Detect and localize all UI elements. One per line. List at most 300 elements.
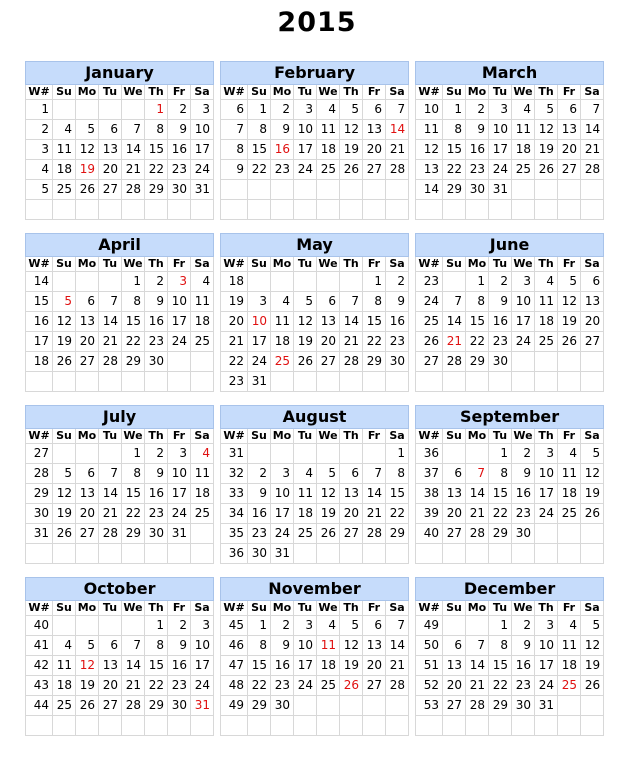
day-cell: 3 xyxy=(512,272,535,292)
day-cell: 17 xyxy=(489,140,512,160)
day-cell xyxy=(294,444,317,464)
day-cell: 14 xyxy=(99,312,122,332)
day-cell xyxy=(294,372,317,392)
day-cell: 3 xyxy=(191,616,214,636)
day-cell xyxy=(386,716,409,736)
day-cell: 9 xyxy=(386,292,409,312)
week-number xyxy=(416,544,443,564)
weekday-header: Th xyxy=(145,601,168,616)
day-cell xyxy=(53,372,76,392)
day-cell: 24 xyxy=(512,332,535,352)
weekday-header: Sa xyxy=(191,601,214,616)
day-cell: 17 xyxy=(168,484,191,504)
day-cell: 29 xyxy=(386,524,409,544)
weekday-header: We xyxy=(513,601,533,614)
week-row xyxy=(416,372,604,392)
week-row xyxy=(221,200,409,220)
day-cell: 16 xyxy=(168,140,191,160)
week-number: 32 xyxy=(221,464,248,484)
day-cell xyxy=(443,272,466,292)
month-table xyxy=(415,61,604,220)
day-cell xyxy=(558,180,581,200)
week-number: 1 xyxy=(26,100,53,120)
weekday-header: Fr xyxy=(558,429,581,444)
day-cell xyxy=(99,272,122,292)
day-cell: 2 xyxy=(512,616,535,636)
day-cell: 6 xyxy=(363,616,386,636)
day-cell: 22 xyxy=(248,160,271,180)
week-row xyxy=(416,352,604,372)
day-cell: 21 xyxy=(99,332,122,352)
week-number: 30 xyxy=(26,504,53,524)
day-cell: 1 xyxy=(122,272,145,292)
week-number: 47 xyxy=(221,656,248,676)
day-cell xyxy=(294,696,317,716)
day-cell: 15 xyxy=(443,140,466,160)
day-cell: 10 xyxy=(168,464,191,484)
day-cell: 19 xyxy=(76,676,99,696)
weekday-header: Fr xyxy=(363,429,386,444)
week-row xyxy=(221,332,409,352)
day-cell: 13 xyxy=(363,120,386,140)
day-cell xyxy=(443,372,466,392)
week-row xyxy=(26,676,214,696)
day-cell: 9 xyxy=(145,464,168,484)
week-row xyxy=(416,544,604,564)
weekday-header: Sa xyxy=(191,257,214,272)
day-cell xyxy=(248,272,271,292)
weekday-header: We xyxy=(513,257,533,270)
day-cell: 11 xyxy=(317,120,340,140)
month-name: September xyxy=(416,406,604,429)
day-cell: 17 xyxy=(248,332,271,352)
day-cell xyxy=(340,444,363,464)
day-cell: 21 xyxy=(99,504,122,524)
day-cell: 31 xyxy=(191,696,214,716)
day-cell: 19 xyxy=(76,160,99,180)
day-cell: 23 xyxy=(145,332,168,352)
day-cell: 7 xyxy=(99,292,122,312)
month-august xyxy=(220,405,409,567)
day-cell xyxy=(248,444,271,464)
day-cell: 13 xyxy=(317,312,340,332)
day-cell: 11 xyxy=(558,464,581,484)
week-row xyxy=(26,444,214,464)
day-cell: 28 xyxy=(466,696,489,716)
week-row xyxy=(416,656,604,676)
day-cell xyxy=(363,444,386,464)
day-cell xyxy=(168,200,191,220)
weekday-header: Su xyxy=(248,85,271,100)
day-cell: 16 xyxy=(466,140,489,160)
day-cell: 5 xyxy=(340,616,363,636)
day-cell: 2 xyxy=(386,272,409,292)
day-cell xyxy=(581,352,604,372)
week-row xyxy=(221,100,409,120)
month-table xyxy=(25,577,214,736)
week-number: 53 xyxy=(416,696,443,716)
week-row xyxy=(416,616,604,636)
month-table xyxy=(415,233,604,392)
day-cell xyxy=(512,716,535,736)
weekday-header: Sa xyxy=(191,85,214,100)
day-cell: 2 xyxy=(489,272,512,292)
weekday-header: Tu xyxy=(99,257,122,272)
weekday-header: Th xyxy=(340,601,363,616)
week-number: 8 xyxy=(221,140,248,160)
week-row xyxy=(26,200,214,220)
month-february xyxy=(220,61,409,223)
day-cell: 7 xyxy=(122,120,145,140)
day-cell: 21 xyxy=(466,504,489,524)
day-cell xyxy=(53,544,76,564)
day-cell xyxy=(76,616,99,636)
day-cell xyxy=(581,716,604,736)
day-cell xyxy=(99,444,122,464)
month-december xyxy=(415,577,604,739)
day-cell: 30 xyxy=(271,696,294,716)
day-cell: 8 xyxy=(248,636,271,656)
day-cell: 25 xyxy=(53,180,76,200)
weekday-header: W# xyxy=(416,601,443,616)
weekday-header: Su xyxy=(53,85,76,100)
day-cell: 7 xyxy=(99,464,122,484)
weekday-header: Th xyxy=(535,601,558,616)
day-cell xyxy=(168,544,191,564)
day-cell: 19 xyxy=(340,140,363,160)
day-cell: 28 xyxy=(386,676,409,696)
week-row xyxy=(221,444,409,464)
week-row xyxy=(26,656,214,676)
day-cell xyxy=(294,200,317,220)
day-cell xyxy=(122,716,145,736)
weekday-header: Sa xyxy=(386,85,409,100)
day-cell xyxy=(317,272,340,292)
month-name: March xyxy=(416,62,604,85)
month-name: June xyxy=(416,234,604,257)
day-cell: 5 xyxy=(558,272,581,292)
day-cell: 10 xyxy=(535,636,558,656)
day-cell: 14 xyxy=(340,312,363,332)
day-cell: 4 xyxy=(512,100,535,120)
day-cell: 22 xyxy=(443,160,466,180)
week-number: 12 xyxy=(416,140,443,160)
weekday-header: Fr xyxy=(168,601,191,616)
month-october xyxy=(25,577,214,739)
day-cell xyxy=(99,200,122,220)
day-cell: 9 xyxy=(145,292,168,312)
day-cell: 29 xyxy=(489,524,512,544)
day-cell: 27 xyxy=(76,524,99,544)
day-cell xyxy=(53,444,76,464)
day-cell xyxy=(581,696,604,716)
day-cell: 2 xyxy=(271,616,294,636)
month-may xyxy=(220,233,409,395)
day-cell xyxy=(535,544,558,564)
day-cell xyxy=(489,200,512,220)
weekday-header: Th xyxy=(145,85,168,100)
day-cell xyxy=(512,352,535,372)
weekday-header: Tu xyxy=(294,85,317,100)
weekday-header: We xyxy=(123,85,143,98)
day-cell xyxy=(535,180,558,200)
day-cell: 20 xyxy=(76,332,99,352)
day-cell xyxy=(535,352,558,372)
weekday-header: Su xyxy=(443,601,466,616)
day-cell: 15 xyxy=(466,312,489,332)
day-cell: 4 xyxy=(558,616,581,636)
day-cell: 20 xyxy=(558,140,581,160)
day-cell: 23 xyxy=(512,676,535,696)
week-number: 51 xyxy=(416,656,443,676)
day-cell: 24 xyxy=(489,160,512,180)
day-cell: 18 xyxy=(294,504,317,524)
week-number: 16 xyxy=(26,312,53,332)
day-cell: 4 xyxy=(535,272,558,292)
day-cell xyxy=(363,544,386,564)
day-cell: 8 xyxy=(489,636,512,656)
day-cell: 19 xyxy=(535,140,558,160)
weekday-header: Tu xyxy=(489,257,512,272)
week-row xyxy=(26,160,214,180)
day-cell xyxy=(466,372,489,392)
weekday-header: Sa xyxy=(581,257,604,272)
day-cell: 24 xyxy=(191,160,214,180)
day-cell xyxy=(145,716,168,736)
week-row xyxy=(221,272,409,292)
weekday-header: We xyxy=(513,85,533,98)
day-cell xyxy=(489,544,512,564)
day-cell: 18 xyxy=(535,312,558,332)
day-cell: 19 xyxy=(581,484,604,504)
week-row xyxy=(416,120,604,140)
week-row xyxy=(26,352,214,372)
week-number: 26 xyxy=(416,332,443,352)
month-name: July xyxy=(26,406,214,429)
day-cell xyxy=(53,716,76,736)
day-cell xyxy=(363,180,386,200)
day-cell xyxy=(317,180,340,200)
day-cell: 25 xyxy=(294,524,317,544)
day-cell: 27 xyxy=(99,180,122,200)
day-cell: 4 xyxy=(294,464,317,484)
day-cell: 6 xyxy=(363,100,386,120)
day-cell: 22 xyxy=(363,332,386,352)
day-cell: 15 xyxy=(145,140,168,160)
weekday-header: Th xyxy=(145,429,168,444)
day-cell: 31 xyxy=(271,544,294,564)
day-cell: 6 xyxy=(99,120,122,140)
day-cell: 21 xyxy=(386,140,409,160)
day-cell: 17 xyxy=(294,140,317,160)
day-cell xyxy=(145,544,168,564)
day-cell: 6 xyxy=(558,100,581,120)
day-cell: 16 xyxy=(248,504,271,524)
day-cell xyxy=(443,444,466,464)
week-row xyxy=(221,372,409,392)
day-cell: 15 xyxy=(122,484,145,504)
day-cell xyxy=(466,616,489,636)
week-number xyxy=(26,372,53,392)
day-cell: 18 xyxy=(512,140,535,160)
day-cell: 1 xyxy=(248,100,271,120)
week-number: 23 xyxy=(416,272,443,292)
day-cell xyxy=(466,716,489,736)
day-cell: 21 xyxy=(340,332,363,352)
day-cell xyxy=(168,716,191,736)
day-cell: 21 xyxy=(581,140,604,160)
weekday-header: We xyxy=(123,257,143,270)
week-number: 48 xyxy=(221,676,248,696)
day-cell: 4 xyxy=(271,292,294,312)
day-cell xyxy=(271,716,294,736)
weekday-header: Th xyxy=(340,257,363,272)
day-cell xyxy=(489,716,512,736)
day-cell: 10 xyxy=(294,120,317,140)
weekday-header: Mo xyxy=(466,257,489,272)
week-number: 31 xyxy=(221,444,248,464)
day-cell: 1 xyxy=(248,616,271,636)
week-number: 22 xyxy=(221,352,248,372)
day-cell: 5 xyxy=(317,464,340,484)
day-cell: 19 xyxy=(317,504,340,524)
day-cell: 19 xyxy=(340,656,363,676)
day-cell: 25 xyxy=(317,160,340,180)
day-cell: 27 xyxy=(443,524,466,544)
day-cell: 9 xyxy=(512,464,535,484)
week-row xyxy=(26,180,214,200)
month-table xyxy=(25,61,214,220)
weekday-header: Th xyxy=(145,257,168,272)
day-cell xyxy=(271,444,294,464)
day-cell: 6 xyxy=(99,636,122,656)
day-cell: 12 xyxy=(340,636,363,656)
day-cell: 14 xyxy=(466,656,489,676)
day-cell: 30 xyxy=(386,352,409,372)
weekday-header: Fr xyxy=(558,257,581,272)
week-number: 42 xyxy=(26,656,53,676)
day-cell: 17 xyxy=(294,656,317,676)
day-cell xyxy=(248,200,271,220)
day-cell xyxy=(294,272,317,292)
day-cell: 13 xyxy=(558,120,581,140)
day-cell: 10 xyxy=(512,292,535,312)
day-cell xyxy=(76,372,99,392)
day-cell: 25 xyxy=(535,332,558,352)
day-cell: 30 xyxy=(248,544,271,564)
week-number: 27 xyxy=(26,444,53,464)
day-cell: 25 xyxy=(558,676,581,696)
week-number: 14 xyxy=(416,180,443,200)
day-cell: 7 xyxy=(386,616,409,636)
day-cell: 10 xyxy=(191,120,214,140)
week-number: 10 xyxy=(416,100,443,120)
day-cell xyxy=(99,544,122,564)
weekday-header: Mo xyxy=(76,85,99,100)
day-cell: 1 xyxy=(122,444,145,464)
week-number: 50 xyxy=(416,636,443,656)
day-cell: 21 xyxy=(386,656,409,676)
week-number: 19 xyxy=(221,292,248,312)
day-cell: 22 xyxy=(489,676,512,696)
weekday-header: W# xyxy=(221,85,248,100)
week-number: 40 xyxy=(26,616,53,636)
weekday-header: Mo xyxy=(466,601,489,616)
weekday-header: Mo xyxy=(76,601,99,616)
day-cell: 6 xyxy=(76,464,99,484)
week-row xyxy=(221,716,409,736)
weekday-header: Su xyxy=(248,429,271,444)
day-cell: 26 xyxy=(53,352,76,372)
weekday-header: Su xyxy=(443,429,466,444)
day-cell: 6 xyxy=(581,272,604,292)
week-row xyxy=(26,100,214,120)
day-cell: 17 xyxy=(191,656,214,676)
day-cell: 27 xyxy=(317,352,340,372)
week-number xyxy=(221,180,248,200)
day-cell: 27 xyxy=(558,160,581,180)
month-name: May xyxy=(221,234,409,257)
day-cell: 28 xyxy=(466,524,489,544)
day-cell: 10 xyxy=(168,292,191,312)
day-cell xyxy=(581,544,604,564)
day-cell: 14 xyxy=(363,484,386,504)
day-cell: 15 xyxy=(489,484,512,504)
day-cell: 10 xyxy=(248,312,271,332)
week-number: 7 xyxy=(221,120,248,140)
day-cell: 27 xyxy=(340,524,363,544)
day-cell xyxy=(443,544,466,564)
day-cell xyxy=(363,200,386,220)
week-number: 36 xyxy=(221,544,248,564)
day-cell: 20 xyxy=(363,140,386,160)
day-cell: 28 xyxy=(99,352,122,372)
week-number xyxy=(416,200,443,220)
day-cell xyxy=(145,372,168,392)
day-cell: 13 xyxy=(581,292,604,312)
day-cell: 14 xyxy=(443,312,466,332)
month-table xyxy=(220,577,409,736)
week-number: 5 xyxy=(26,180,53,200)
week-number: 9 xyxy=(221,160,248,180)
day-cell: 17 xyxy=(191,140,214,160)
day-cell: 29 xyxy=(466,352,489,372)
day-cell xyxy=(76,200,99,220)
day-cell: 5 xyxy=(53,464,76,484)
day-cell: 18 xyxy=(53,160,76,180)
day-cell: 13 xyxy=(443,656,466,676)
weekday-header: Sa xyxy=(386,429,409,444)
day-cell: 11 xyxy=(53,140,76,160)
month-name: January xyxy=(26,62,214,85)
day-cell: 19 xyxy=(581,656,604,676)
day-cell xyxy=(581,372,604,392)
day-cell: 29 xyxy=(145,180,168,200)
day-cell: 24 xyxy=(168,504,191,524)
day-cell: 14 xyxy=(386,120,409,140)
week-number: 20 xyxy=(221,312,248,332)
week-number: 18 xyxy=(26,352,53,372)
day-cell: 15 xyxy=(489,656,512,676)
day-cell: 12 xyxy=(53,312,76,332)
day-cell: 22 xyxy=(489,504,512,524)
day-cell xyxy=(558,716,581,736)
month-table xyxy=(220,61,409,220)
day-cell: 24 xyxy=(191,676,214,696)
day-cell xyxy=(340,544,363,564)
week-row xyxy=(26,464,214,484)
week-row xyxy=(26,312,214,332)
